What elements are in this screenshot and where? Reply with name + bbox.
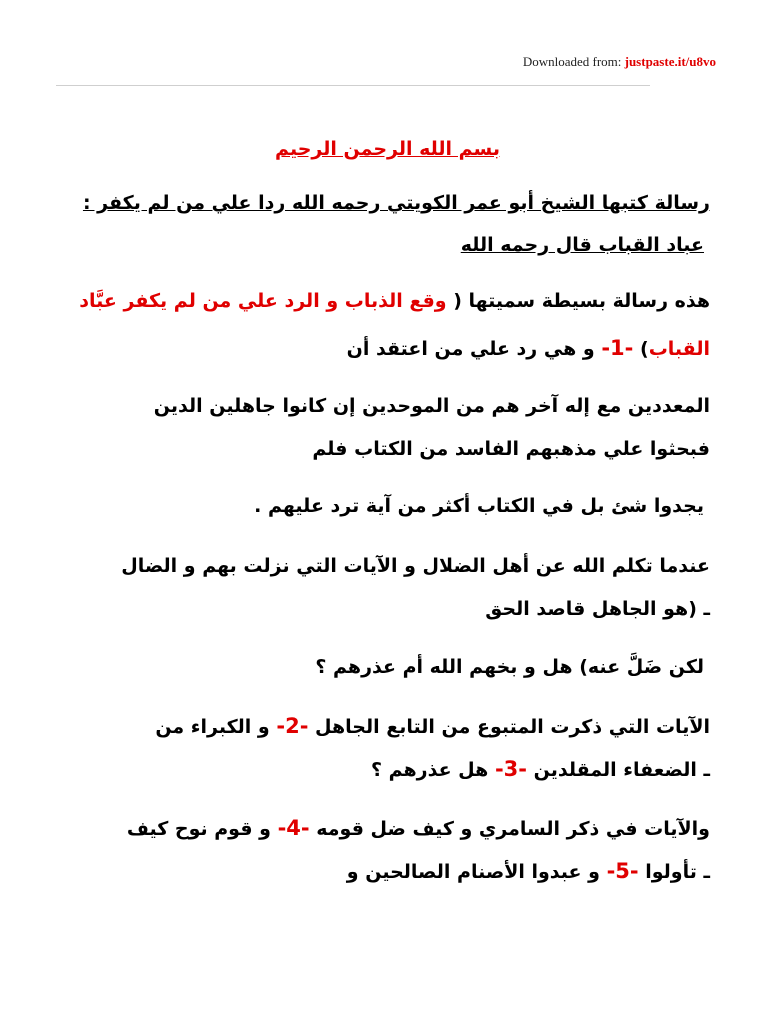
ref-number-1: -1- [601,336,634,360]
para4-text-d: هل عذرهم ؟ [370,759,489,781]
para4-line-1 [155,714,710,738]
para1-title-b: القباب [648,338,710,360]
para2-line-2: فبحثوا علي مذهبهم الفاسد من الكتاب فلم [312,438,710,460]
para2-line-1: المعددين مع إله آخر هم من الموحدين إن كانوا جاهلين الدين [153,395,710,417]
basmala-heading: بسم الله الرحمن الرحيم [275,138,500,160]
para1-title-a: وقع الذباب و الرد علي من لم يكفر عبَّاد [79,290,447,312]
para5-text-d: و عبدوا الأصنام الصالحين و [346,861,600,883]
para1-line-1 [79,290,710,312]
para5-line-2 [347,859,710,883]
intro-line-1: رسالة كتبها الشيخ أبو عمر الكويتي رحمه الله ردا علي من لم يكفر : [82,192,710,214]
para1-close: ) [640,338,649,360]
para5-text-c: ـ تأولوا [645,861,710,883]
para1-rest: و هي رد علي من اعتقد أن [346,338,595,360]
download-source [523,54,716,70]
source-link[interactable]: justpaste.it/u8vo [624,54,716,69]
source-label: Downloaded from: [522,54,622,69]
para4-text-c: ـ الضعفاء المقلدين [533,759,710,781]
para1-line-2 [347,336,710,360]
ref-number-3: -3- [494,757,527,781]
para3-line-2: ـ (هو الجاهل قاصد الحق [485,598,710,620]
para5-text-a: والآيات في ذكر السامري و كيف ضل قومه [316,818,710,840]
para4-text-a: الآيات التي ذكرت المتبوع من التابع الجاهل [315,716,710,738]
ref-number-5: -5- [606,859,639,883]
para5-line-1 [127,816,710,840]
para4-line-2 [371,757,710,781]
header-divider [56,85,650,86]
para2-line-3: يجدوا شئ بل في الكتاب أكثر من آية ترد عليهم . [254,495,704,517]
para3-line-3: لكن ضَلَّ عنه) هل و بخهم الله أم عذرهم ؟ [315,656,704,678]
para1-prefix: هذه رسالة بسيطة سميتها ( [453,290,710,312]
ref-number-2: -2- [276,714,309,738]
ref-number-4: -4- [277,816,310,840]
para5-text-b: و قوم نوح كيف [126,818,271,840]
para3-line-1: عندما تكلم الله عن أهل الضلال و الآيات التي نزلت بهم و الضال [121,555,710,577]
intro-line-2: عباد القباب قال رحمه الله [460,234,704,256]
para4-text-b: و الكبراء من [155,716,270,738]
